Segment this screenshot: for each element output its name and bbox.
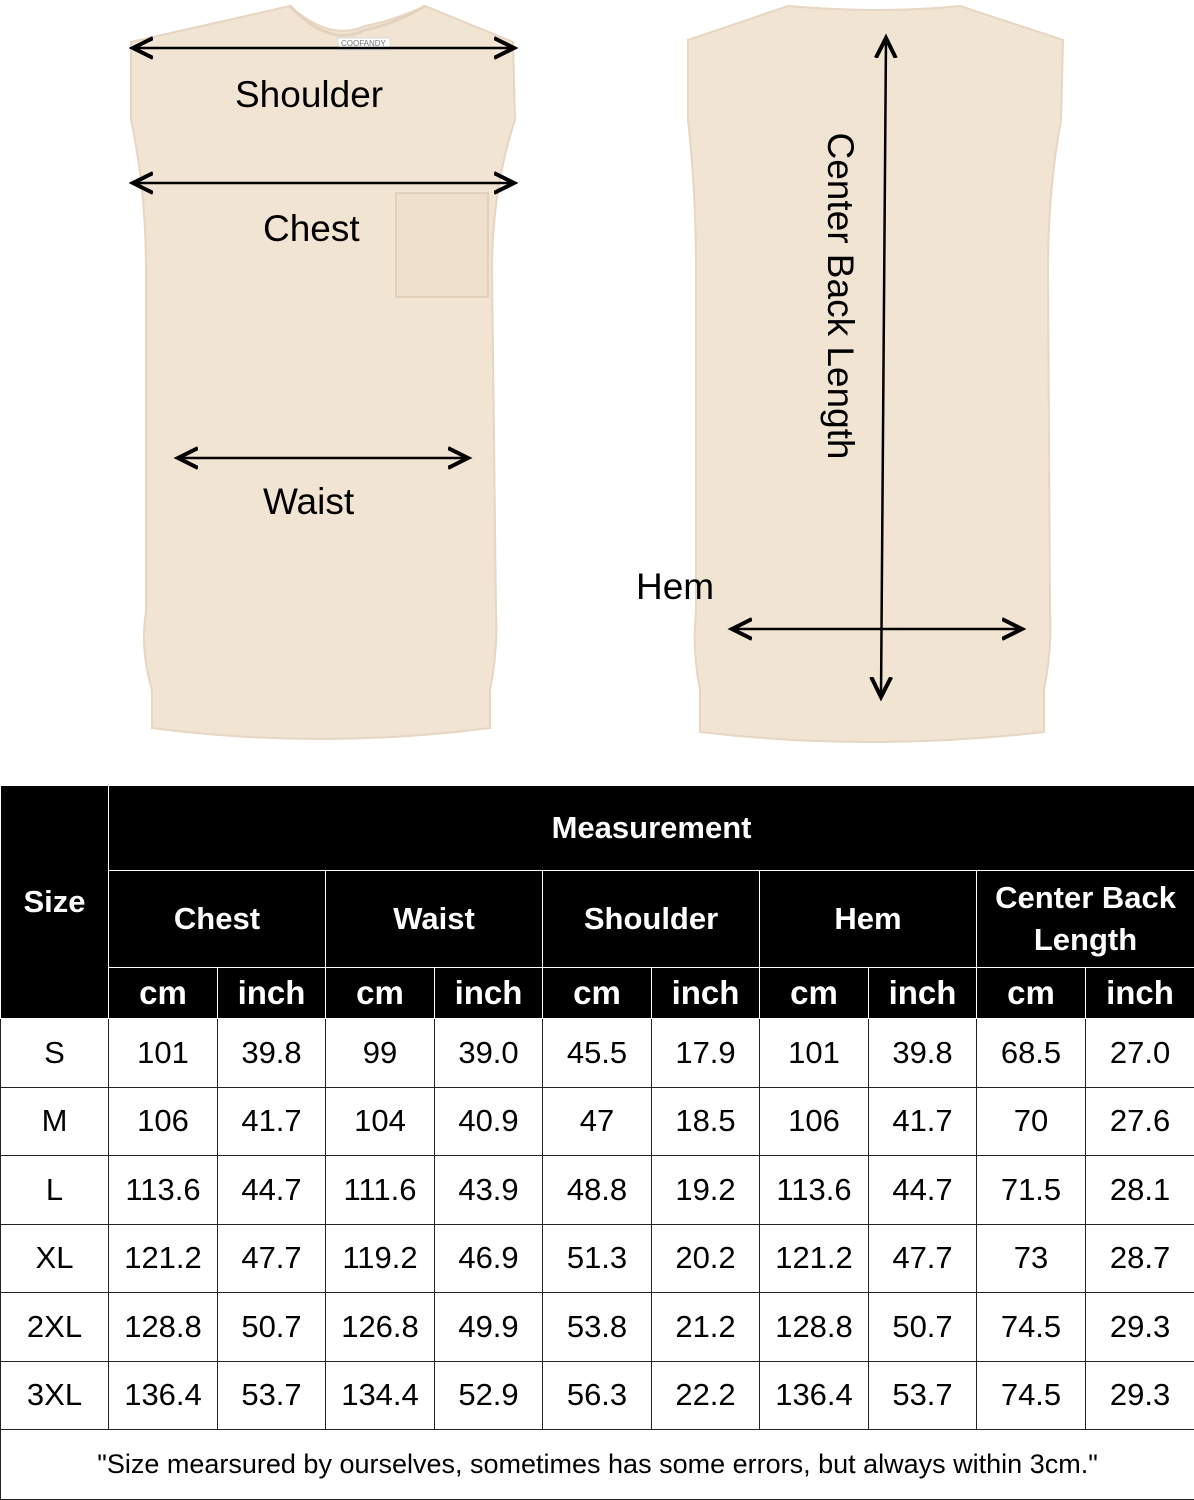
size-cell: S [1, 1019, 109, 1088]
value-cell: 22.2 [652, 1361, 760, 1430]
size-cell: 3XL [1, 1361, 109, 1430]
value-cell: 70 [977, 1087, 1086, 1156]
value-cell: 74.5 [977, 1293, 1086, 1362]
value-cell: 128.8 [109, 1293, 218, 1362]
value-cell: 27.6 [1086, 1087, 1194, 1156]
value-cell: 53.7 [869, 1361, 977, 1430]
size-cell: 2XL [1, 1293, 109, 1362]
value-cell: 136.4 [760, 1361, 869, 1430]
size-cell: M [1, 1087, 109, 1156]
table-row [1, 1361, 1194, 1430]
value-cell: 47.7 [218, 1224, 326, 1293]
value-cell: 52.9 [435, 1361, 543, 1430]
value-cell: 29.3 [1086, 1293, 1194, 1362]
table-row [1, 1293, 1194, 1362]
value-cell: 104 [326, 1087, 435, 1156]
unit-inch-header: inch [652, 968, 760, 1019]
unit-cm-header: cm [760, 968, 869, 1019]
back-tank-top [688, 6, 1063, 742]
unit-cm-header: cm [326, 968, 435, 1019]
unit-inch-header: inch [218, 968, 326, 1019]
value-cell: 121.2 [109, 1224, 218, 1293]
value-cell: 41.7 [218, 1087, 326, 1156]
value-cell: 20.2 [652, 1224, 760, 1293]
shoulder-header: Shoulder [543, 871, 760, 968]
unit-cm-header: cm [109, 968, 218, 1019]
chest-label: Chest [263, 208, 360, 249]
brand-tag-label: COOFANDY [341, 39, 386, 48]
value-cell: 39.8 [218, 1019, 326, 1088]
hem-label: Hem [636, 566, 715, 607]
value-cell: 28.7 [1086, 1224, 1194, 1293]
value-cell: 47.7 [869, 1224, 977, 1293]
measurement-header: Measurement [109, 786, 1194, 871]
size-chart-table [0, 785, 1194, 1500]
shoulder-label: Shoulder [235, 74, 384, 115]
value-cell: 74.5 [977, 1361, 1086, 1430]
hem-header: Hem [760, 871, 977, 968]
table-row [1, 1156, 1194, 1225]
size-cell: XL [1, 1224, 109, 1293]
size-rows [1, 1019, 1194, 1430]
value-cell: 53.7 [218, 1361, 326, 1430]
size-cell: L [1, 1156, 109, 1225]
table-row [1, 1087, 1194, 1156]
center-back-length-header: Center Back Length [977, 871, 1194, 968]
value-cell: 68.5 [977, 1019, 1086, 1088]
value-cell: 106 [760, 1087, 869, 1156]
value-cell: 56.3 [543, 1361, 652, 1430]
value-cell: 53.8 [543, 1293, 652, 1362]
value-cell: 27.0 [1086, 1019, 1194, 1088]
value-cell: 51.3 [543, 1224, 652, 1293]
value-cell: 113.6 [109, 1156, 218, 1225]
value-cell: 18.5 [652, 1087, 760, 1156]
value-cell: 29.3 [1086, 1361, 1194, 1430]
value-cell: 50.7 [218, 1293, 326, 1362]
value-cell: 119.2 [326, 1224, 435, 1293]
value-cell: 48.8 [543, 1156, 652, 1225]
value-cell: 28.1 [1086, 1156, 1194, 1225]
unit-inch-header: inch [869, 968, 977, 1019]
value-cell: 17.9 [652, 1019, 760, 1088]
chest-pocket [396, 193, 488, 297]
front-tank-top [131, 6, 515, 739]
value-cell: 21.2 [652, 1293, 760, 1362]
unit-inch-header: inch [1086, 968, 1194, 1019]
table-row [1, 1019, 1194, 1088]
value-cell: 45.5 [543, 1019, 652, 1088]
value-cell: 101 [760, 1019, 869, 1088]
value-cell: 126.8 [326, 1293, 435, 1362]
value-cell: 73 [977, 1224, 1086, 1293]
waist-label: Waist [263, 481, 355, 522]
value-cell: 136.4 [109, 1361, 218, 1430]
value-cell: 46.9 [435, 1224, 543, 1293]
value-cell: 49.9 [435, 1293, 543, 1362]
size-header: Size [1, 786, 109, 1019]
value-cell: 43.9 [435, 1156, 543, 1225]
value-cell: 40.9 [435, 1087, 543, 1156]
value-cell: 121.2 [760, 1224, 869, 1293]
table-row [1, 1224, 1194, 1293]
value-cell: 39.0 [435, 1019, 543, 1088]
unit-cm-header: cm [977, 968, 1086, 1019]
chest-header: Chest [109, 871, 326, 968]
value-cell: 71.5 [977, 1156, 1086, 1225]
value-cell: 99 [326, 1019, 435, 1088]
value-cell: 41.7 [869, 1087, 977, 1156]
value-cell: 128.8 [760, 1293, 869, 1362]
value-cell: 47 [543, 1087, 652, 1156]
value-cell: 111.6 [326, 1156, 435, 1225]
value-cell: 106 [109, 1087, 218, 1156]
value-cell: 134.4 [326, 1361, 435, 1430]
unit-cm-header: cm [543, 968, 652, 1019]
value-cell: 19.2 [652, 1156, 760, 1225]
value-cell: 50.7 [869, 1293, 977, 1362]
value-cell: 44.7 [218, 1156, 326, 1225]
value-cell: 113.6 [760, 1156, 869, 1225]
value-cell: 39.8 [869, 1019, 977, 1088]
unit-inch-header: inch [435, 968, 543, 1019]
value-cell: 101 [109, 1019, 218, 1088]
waist-header: Waist [326, 871, 543, 968]
center-back-length-label: Center Back Length [820, 132, 861, 460]
size-note: "Size mearsured by ourselves, sometimes has some errors, but always within 3cm." [1, 1430, 1194, 1500]
value-cell: 44.7 [869, 1156, 977, 1225]
